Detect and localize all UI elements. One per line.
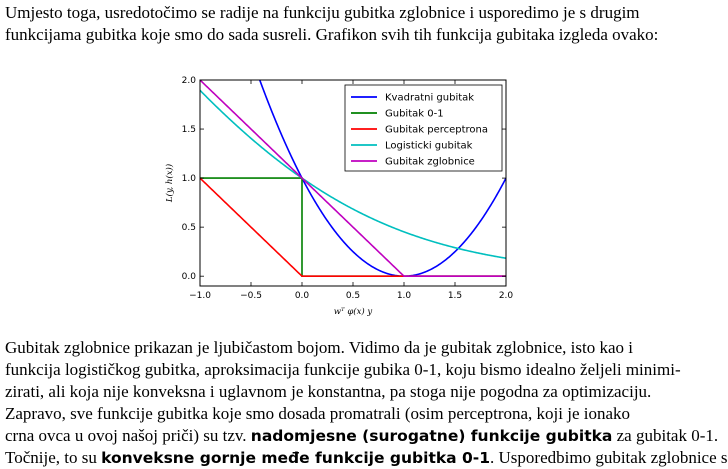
body-line-6-pre: Točnije, to su: [5, 448, 102, 467]
y-tick-label: 0.5: [181, 223, 196, 234]
surrogate-loss-term: nadomjesne (surogatne) funkcije gubitka: [250, 427, 613, 445]
x-tick-label: 0.5: [345, 291, 361, 301]
body-paragraph: [5, 337, 728, 469]
y-axis-label: L(y, h(x)): [165, 163, 175, 203]
x-tick-label: −1.0: [189, 291, 211, 301]
loss-functions-chart: [160, 68, 530, 320]
body-line-5-pre: crna ovca u ovoj našoj priči) su tzv.: [5, 426, 251, 445]
body-line-5: [5, 425, 719, 447]
x-axis-label: wᵀ φ(x) y: [333, 307, 373, 317]
body-line-4: Zapravo, sve funkcije gubitka koje smo dosada promatrali (osim perceptrona, koji je ionako: [5, 404, 631, 423]
y-tick-label: 1.0: [181, 174, 196, 185]
body-line-2: funkcija logističkog gubitka, aproksimacija funkcije gubika 0-1, koju bismo idealno željeli minimi-: [5, 360, 681, 379]
loss-functions-figure: [160, 68, 530, 320]
x-tick-label: 2.0: [498, 291, 514, 301]
body-line-6-post: . Usporedbimo gubitak zglobnice s: [490, 448, 728, 467]
legend-entry: Gubitak perceptrona: [385, 124, 489, 136]
intro-paragraph: [5, 2, 697, 46]
body-line-6: [5, 447, 728, 469]
body-line-5-post: za gubitak 0-1.: [612, 426, 719, 445]
body-line-3: zirati, ali koja nije konveksna i uglavnom je konstantna, pa stoga nije pogodna za optimizaciju.: [5, 382, 652, 401]
convex-upper-bound-term: konveksne gornje međe funkcije gubitka 0-1: [101, 449, 491, 467]
legend-entry: Logisticki gubitak: [385, 140, 473, 152]
intro-line-1: Umjesto toga, usredotočimo se radije na funkciju gubitka zglobnice i usporedimo je s drugim: [5, 3, 640, 22]
legend-entry: Kvadratni gubitak: [385, 92, 475, 104]
x-tick-label: 1.5: [447, 291, 463, 301]
y-tick-label: 0.0: [181, 272, 196, 283]
x-tick-label: 1.0: [396, 291, 412, 301]
body-line-1: Gubitak zglobnice prikazan je ljubičastom bojom. Vidimo da je gubitak zglobnice, isto kao i: [5, 338, 633, 357]
y-tick-label: 1.5: [181, 125, 196, 136]
x-tick-label: −0.5: [240, 291, 262, 301]
legend-entry: Gubitak zglobnice: [385, 156, 475, 168]
y-tick-label: 2.0: [181, 76, 196, 86]
x-tick-label: 0.0: [294, 291, 310, 301]
intro-line-2: funkcijama gubitka koje smo do sada susreli. Grafikon svih tih funkcija gubitaka izgleda ovako:: [5, 25, 659, 44]
legend-entry: Gubitak 0-1: [385, 108, 444, 120]
